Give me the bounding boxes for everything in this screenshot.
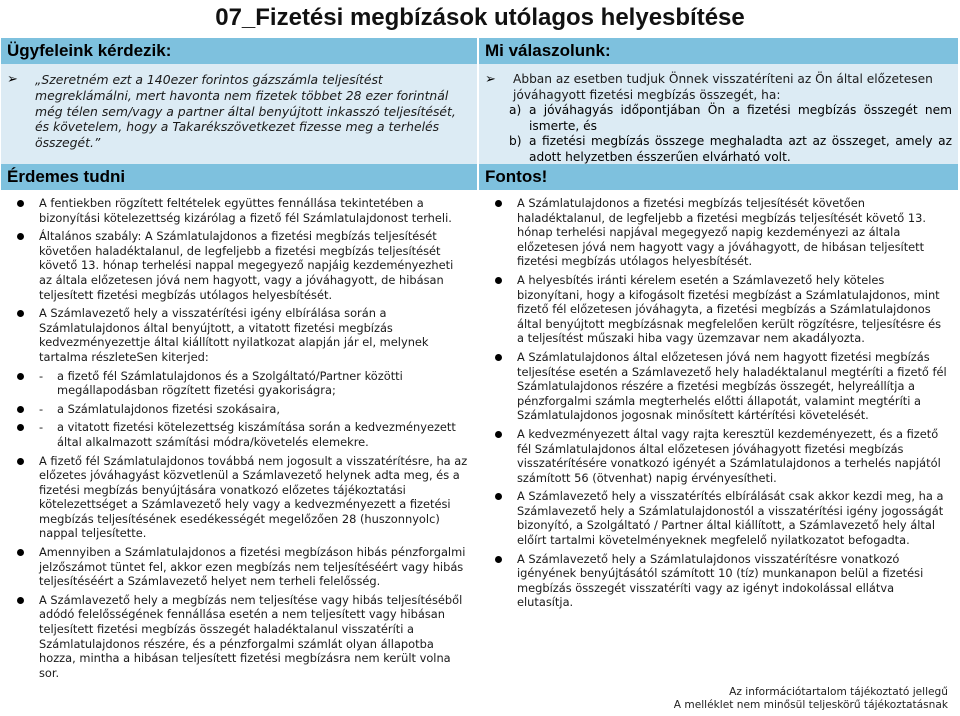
dash-marker: - bbox=[39, 368, 44, 383]
footer-line-2: A melléklet nem minősül teljeskörű tájékoztatásnak bbox=[673, 699, 948, 711]
bullet-dot-icon bbox=[17, 373, 24, 380]
bullet-dot-icon bbox=[5, 420, 39, 449]
dash-item-text: a Számlatulajdonos fizetési szokásaira, bbox=[57, 401, 280, 416]
footer-line-1: Az információtartalom tájékoztató jellegű bbox=[729, 686, 948, 698]
bullet-dot-icon bbox=[495, 277, 502, 284]
bullet-item-text: A fentiekben rögzített feltételek együttes fennállása tekintetében a bizonyítási kötelezettség kizárólag a fizető fél Számlatulajdonost terheli. bbox=[39, 196, 452, 225]
dash-marker: - bbox=[39, 420, 44, 435]
bullet-dot-icon bbox=[17, 200, 24, 207]
customer-question: „Szeretném ezt a 140ezer forintos gázszámla teljesítést megreklámálni, mert havonta nem fizetek többet 28 ezer forintnál még télen sem/vagy a partner által benyújtott inkasszó teljesítését, és követelem, hogy a Takarékszövetkezet fizesse meg a terhelés összegét.” bbox=[35, 72, 456, 151]
dash-item bbox=[5, 420, 469, 449]
bullet-dot-icon bbox=[5, 229, 39, 302]
bullet-item-text: A Számlatulajdonos által előzetesen jóvá nem hagyott fizetési megbízás teljesítése esetén a Számlavezető hely haladéktalanul megtéríti a fizető fél Számlatulajdonos részére a fizetési megbízás összegét, helyreállítja a pénzforgalmi számla megterhelés előtti állapotát, valamint megtéríti a Számlatulajdonos jogosnak minősített kártérítési követelését. bbox=[517, 349, 947, 423]
bullet-dot-icon bbox=[17, 406, 24, 413]
bullet-item bbox=[483, 196, 950, 269]
dash-marker: - bbox=[39, 401, 44, 416]
bullet-dot-icon bbox=[5, 593, 39, 681]
bullet-dot-icon bbox=[495, 200, 502, 207]
bullet-item bbox=[5, 229, 469, 302]
right-header: Mi válaszolunk: bbox=[479, 38, 958, 64]
answer-condition bbox=[509, 103, 952, 134]
dash-item bbox=[5, 369, 469, 398]
bullet-item bbox=[483, 552, 950, 610]
left-items bbox=[1, 190, 477, 680]
bullet-dot-icon bbox=[483, 489, 517, 547]
bullet-dot-icon bbox=[483, 273, 517, 346]
bullet-dot-icon bbox=[495, 556, 502, 563]
condition-letter: a) bbox=[509, 103, 522, 117]
bullet-dot-icon bbox=[5, 306, 39, 364]
bullet-item-text: A Számlavezető hely a megbízás nem teljesítése vagy hibás teljesítéséből adódó felelősségének fennállása esetén a nem teljesített vagy hibásan teljesített fizetési megbízás összegét haladéktalanul visszatéríti a Számlatulajdonos részére, és a pénzforgalmi számlát olyan állapotba hozza, mintha a hibásan teljesített fizetési megbízásra nem került volna sor. bbox=[39, 592, 463, 680]
bullet-item bbox=[483, 350, 950, 423]
bullet-item bbox=[5, 454, 469, 542]
bullet-item bbox=[483, 427, 950, 485]
bullet-item-text: A helyesbítés iránti kérelem esetén a Számlavezető hely köteles bizonyítani, hogy a kifogásolt fizetési megbízást a Számlatulajdonos, mint fizető fél előzetesen jóváhagyta, a fizetési megbízás a Számlatulajdonos által benyújtott megbízásnak megfelelően került rögzítésre, teljesítésre és a teljesítést műszaki hiba vagy üzemzavar nem akadályozta. bbox=[517, 272, 942, 346]
right-column bbox=[479, 38, 958, 614]
bullet-item-text: A Számlavezető hely a visszatérítési igény elbírálása során a Számlatulajdonos által benyújtott, a vitatott fizetési megbízás kedvezményezettje által kiállított nyilatkozat alapján jár el, melynek tartalma részleteSen kiterjed: bbox=[39, 306, 429, 364]
bullet-dot-icon bbox=[5, 369, 39, 398]
left-section-title: Érdemes tudni bbox=[1, 164, 477, 190]
arrow-bullet-icon: ➢ bbox=[7, 72, 18, 87]
bullet-dot-icon bbox=[5, 545, 39, 589]
bullet-dot-icon bbox=[17, 549, 24, 556]
condition-text: a fizetési megbízás összege meghaladta azt az összeget, amely az adott helyzetben ésszerűen elvárható volt. bbox=[529, 134, 952, 164]
bullet-item bbox=[483, 489, 950, 547]
left-header: Ügyfeleink kérdezik: bbox=[1, 38, 477, 64]
bullet-item bbox=[5, 306, 469, 364]
right-section-title: Fontos! bbox=[479, 164, 958, 190]
bullet-dot-icon bbox=[17, 424, 24, 431]
answer-box bbox=[479, 64, 958, 164]
bullet-dot-icon bbox=[483, 552, 517, 610]
bullet-item bbox=[5, 196, 469, 225]
right-items bbox=[479, 190, 958, 610]
bullet-dot-icon bbox=[483, 350, 517, 423]
bullet-item-text: A Számlavezető hely a visszatérítés elbírálását csak akkor kezdi meg, ha a Számlavezető hely a Számlatulajdonostól a visszatérítési igény jogosságát bizonyító, a Szolgáltató / Partner által kiállított, a Számlavezető hely által előírt tartalmi követelményeknek megfelelő nyilatkozatot befogadta. bbox=[517, 489, 944, 548]
bullet-dot-icon bbox=[17, 233, 24, 240]
bullet-dot-icon bbox=[483, 427, 517, 485]
footer-note bbox=[674, 686, 948, 712]
bullet-dot-icon bbox=[17, 597, 24, 604]
bullet-dot-icon bbox=[495, 354, 502, 361]
answer-conditions bbox=[509, 103, 952, 165]
bullet-item-text: A fizető fél Számlatulajdonos továbbá nem jogosult a visszatérítésre, ha az előzetes jóváhagyást közvetlenül a Számlavezető helynek adta meg, és a fizetési megbízás benyújtására vonatkozó előzetes tájékoztatási kötelezettséget a Számlavezető hely vagy a kedvezményezett a fizetési megbízás teljesítésének esedékességét megelőzően 28 (huszonnyolc) nappal teljesítette. bbox=[39, 453, 468, 541]
dash-item-text: a fizető fél Számlatulajdonos és a Szolgáltató/Partner közötti megállapodásban rögzített fizetési gyakoriságra; bbox=[57, 368, 403, 398]
bullet-item-text: A kedvezményezett által vagy rajta keresztül kezdeményezett, és a fizető fél Számlatulajdonos által előzetesen jóváhagyott fizetési megbízás visszatérítésére vonatkozó igényét a Számlatulajdonos a terhelés napjától számított 56 (ötvenhat) napig érvényesítheti. bbox=[517, 426, 941, 485]
bullet-item bbox=[5, 593, 469, 681]
arrow-bullet-icon: ➢ bbox=[485, 72, 496, 87]
bullet-item-text: A Számlavezető hely a Számlatulajdonos visszatérítésre vonatkozó igényének benyújtásától számított 10 (tíz) munkanapon belül a fizetési megbízás összegét visszatéríti vagy az igényt indokolással ellátva elutasítja. bbox=[517, 551, 924, 610]
bullet-item bbox=[5, 545, 469, 589]
condition-text: a jóváhagyás időpontjában Ön a fizetési megbízás összegét nem ismerte, és bbox=[529, 103, 952, 133]
bullet-item-text: Általános szabály: A Számlatulajdonos a fizetési megbízás teljesítését követően haladéktalanul, de legfeljebb a fizetési megbízás teljesítését követő 13. hónap terhelési nappal megegyező napjáig kezdeményezheti az általa előzetesen jóvá nem hagyott, vagy a jóváhagyott, de hibásan teljesített fizetési megbízás utólagos helyesbítését. bbox=[39, 229, 454, 302]
answer-condition bbox=[509, 134, 952, 165]
bullet-dot-icon bbox=[5, 454, 39, 542]
condition-letter: b) bbox=[509, 134, 522, 148]
bullet-item-text: Amennyiben a Számlatulajdonos a fizetési megbízáson hibás pénzforgalmi jelzőszámot tüntet fel, akkor ezen megbízás nem teljesítéséért vagy hibás teljesítéséért a Számlavezető helyet nem terheli felelősség. bbox=[39, 545, 466, 589]
bullet-item-text: A Számlatulajdonos a fizetési megbízás teljesítését követően haladéktalanul, de legfeljebb a fizetési megbízás teljesítését követő 13. hónap terhelési napjával megegyező napig kezdeményezi az általa előzetesen jóvá nem hagyott vagy a jóváhagyott, de hibásan teljesített fizetési megbízás utólagos helyesbítését. bbox=[517, 196, 927, 269]
bullet-item bbox=[483, 273, 950, 346]
bullet-dot-icon bbox=[5, 196, 39, 225]
bullet-dot-icon bbox=[495, 431, 502, 438]
page-title: 07_Fizetési megbízások utólagos helyesbítése bbox=[215, 4, 745, 31]
bullet-dot-icon bbox=[5, 402, 39, 417]
bullet-dot-icon bbox=[495, 493, 502, 500]
answer-intro: Abban az esetben tudjuk Önnek visszatéríteni az Ön által előzetesen jóváhagyott fizetési megbízás összegét, ha: bbox=[513, 72, 933, 102]
dash-item-text: a vitatott fizetési kötelezettség kiszámítása során a kedvezményezett által alkalmazott számítási módra/követelés elemekre. bbox=[57, 420, 456, 449]
bullet-dot-icon bbox=[483, 196, 517, 269]
question-box bbox=[1, 64, 477, 164]
left-column bbox=[1, 38, 477, 684]
bullet-dot-icon bbox=[17, 458, 24, 465]
bullet-dot-icon bbox=[17, 310, 24, 317]
dash-item bbox=[5, 402, 469, 417]
